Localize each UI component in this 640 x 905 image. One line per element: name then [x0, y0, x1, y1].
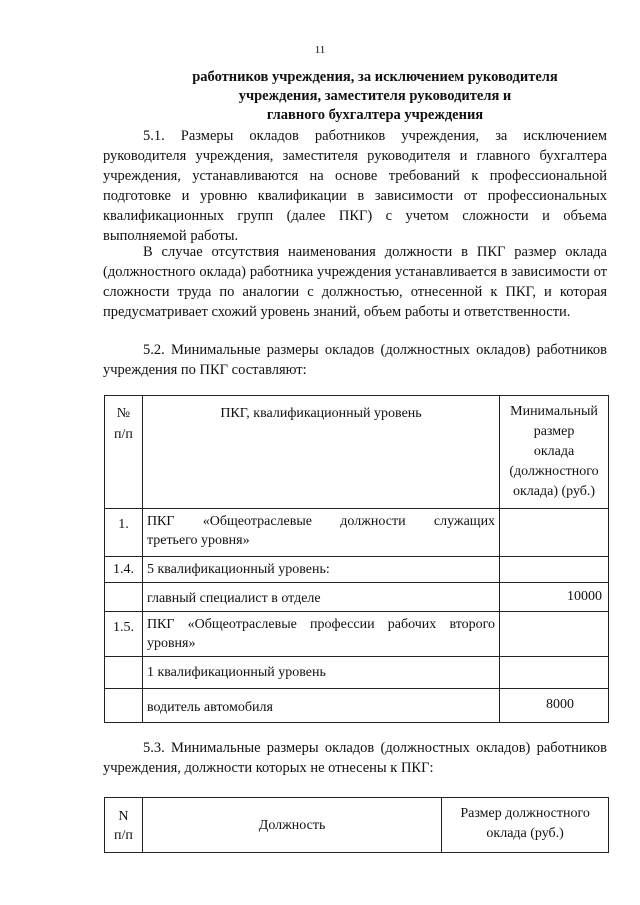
table2-header-salary-line-1: Размер должностного: [460, 806, 590, 821]
heading-line-2: учреждения, заместителя руководителя и: [238, 88, 512, 104]
header-num-line-1: №: [116, 406, 131, 421]
pkg-salary-table: [104, 395, 609, 723]
row-5-text: 1 квалификационный уровень: [142, 657, 499, 689]
row-4-text: [142, 612, 499, 657]
paragraph-5-3: [103, 738, 607, 778]
heading-line-1: работников учреждения, за исключением руководителя: [192, 69, 558, 85]
table-row: [105, 657, 609, 689]
table2-header-num-cell: [105, 798, 143, 853]
row-2-num: 1.4.: [105, 557, 143, 583]
row-3-num: [105, 583, 143, 612]
table2-header-position-label: Должность: [258, 817, 326, 833]
table-row: [105, 612, 609, 657]
row-3-text: главный специалист в отделе: [142, 583, 499, 612]
header-salary-cell: [500, 396, 609, 509]
row-6-text: водитель автомобиля: [142, 689, 499, 723]
header-salary-line-5: оклада) (руб.): [512, 484, 596, 499]
table-header-row: [105, 396, 609, 509]
section-heading: [150, 68, 600, 125]
header-pkg-cell: [142, 396, 499, 509]
table2-header-num-line-1: N: [118, 809, 129, 824]
non-pkg-salary-table: [104, 797, 609, 853]
table-row: [105, 583, 609, 612]
header-pkg-label: ПКГ, квалификационный уровень: [220, 406, 422, 421]
table-row: [105, 557, 609, 583]
table-row: [105, 689, 609, 723]
row-4-num: 1.5.: [105, 612, 143, 657]
paragraph-5-1: [103, 126, 607, 246]
header-salary-line-1: Минимальный: [510, 404, 598, 419]
header-salary-line-2: размер: [533, 424, 575, 439]
paragraph-5-1-continued-text: В случае отсутствия наименования должности в ПКГ размер оклада (должностного оклада) работника учреждения устанавливается в зависимости от сложности труда по аналогии с должностью, отнесенной к ПКГ, и которая предусматривает схожий уровень знаний, объем работы и ответственности.: [103, 244, 607, 320]
row-2-value: [500, 557, 609, 583]
paragraph-5-2: [103, 340, 607, 380]
paragraph-5-1-continued: [103, 242, 607, 322]
paragraph-5-2-text: 5.2. Минимальные размеры окладов (должностных окладов) работников учреждения по ПКГ составляют:: [103, 342, 607, 378]
page-number: 11: [314, 44, 326, 56]
table2-header-salary-cell: [442, 798, 609, 853]
row-1-text-line-1: ПКГ «Общеотраслевые должности служащих: [146, 514, 496, 529]
row-1-text: [142, 509, 499, 557]
row-4-text-line-1: ПКГ «Общеотраслевые профессии рабочих второго: [146, 617, 496, 632]
table-row: [105, 509, 609, 557]
row-1-num: 1.: [105, 509, 143, 557]
row-4-text-line-2: уровня»: [146, 636, 196, 651]
row-1-value: [500, 509, 609, 557]
header-num-cell: [105, 396, 143, 509]
table2-header-salary-line-2: оклада (руб.): [486, 826, 564, 841]
row-6-value: 8000: [500, 689, 609, 723]
header-num-line-2: п/п: [114, 427, 133, 442]
row-3-value: 10000: [500, 583, 609, 612]
table2-header-position-cell: [142, 798, 441, 853]
row-6-num: [105, 689, 143, 723]
row-5-num: [105, 657, 143, 689]
paragraph-5-3-text: 5.3. Минимальные размеры окладов (должностных окладов) работников учреждения, должности которых не отнесены к ПКГ:: [103, 740, 607, 776]
row-2-text: 5 квалификационный уровень:: [142, 557, 499, 583]
table2-header-num-line-2: п/п: [114, 828, 133, 843]
row-4-value: [500, 612, 609, 657]
row-1-text-line-2: третьего уровня»: [146, 533, 250, 548]
row-5-value: [500, 657, 609, 689]
header-salary-line-4: (должностного: [509, 464, 599, 479]
header-salary-line-3: оклада: [533, 444, 575, 459]
heading-line-3: главного бухгалтера учреждения: [266, 107, 484, 123]
table2-header-row: [105, 798, 609, 853]
paragraph-5-1-text: 5.1. Размеры окладов работников учреждения, за исключением руководителя учреждения, заместителя руководителя и главного бухгалтера учреждения, устанавливаются на основе требований к профессиональной подготовке и уровню квалификации в зависимости от профессиональных квалификационных групп (далее ПКГ) с учетом сложности и объема выполняемой работы.: [103, 128, 607, 244]
